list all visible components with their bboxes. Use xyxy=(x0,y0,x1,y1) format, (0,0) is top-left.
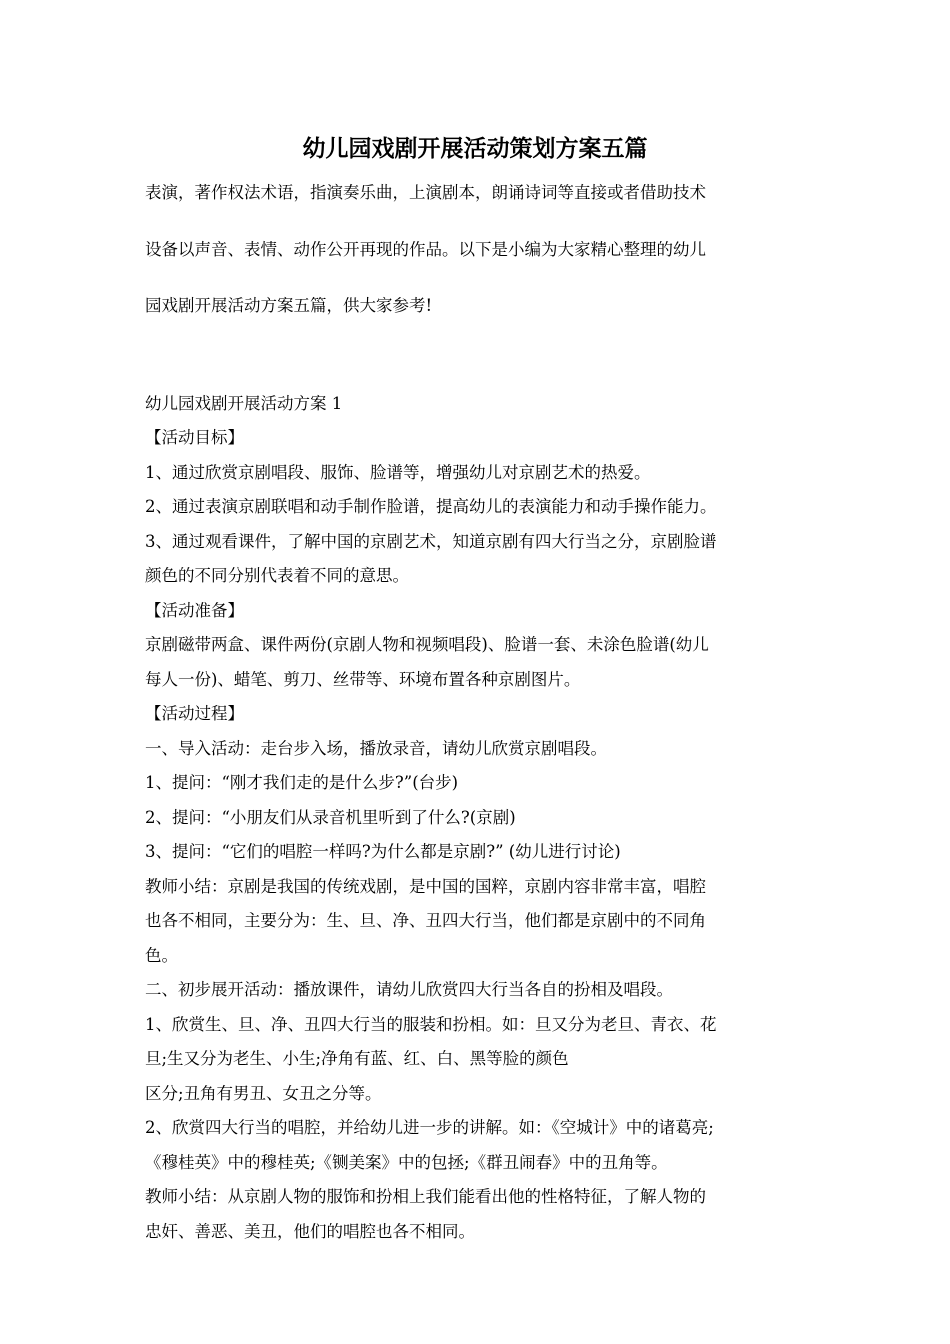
text-line: 也各不相同，主要分为：生、旦、净、丑四大行当，他们都是京剧中的不同角 xyxy=(145,911,706,930)
text-line: 每人一份)、蜡笔、剪刀、丝带等、环境布置各种京剧图片。 xyxy=(145,669,581,689)
text-line: 色。 xyxy=(145,945,178,965)
text-line: 1、通过欣赏京剧唱段、服饰、脸谱等，增强幼儿对京剧艺术的热爱。 xyxy=(145,462,651,482)
paragraph xyxy=(145,531,813,588)
text-line: 旦;生又分为老生、小生;净角有蓝、红、白、黑等脸的颜色 xyxy=(145,1049,569,1068)
paragraph xyxy=(145,703,813,725)
paragraph xyxy=(145,462,813,484)
paragraph xyxy=(145,634,813,691)
section-heading: 幼儿园戏剧开展活动方案 1 xyxy=(145,393,343,413)
text-line: 【活动目标】 xyxy=(145,428,244,447)
text-line: 教师小结：京剧是我国的传统戏剧，是中国的国粹，京剧内容非常丰富，唱腔 xyxy=(145,876,706,896)
text-line: 2、通过表演京剧联唱和动手制作脸谱，提高幼儿的表演能力和动手操作能力。 xyxy=(145,497,717,516)
text-line: 区分;丑角有男丑、女丑之分等。 xyxy=(145,1083,382,1103)
text-line: 2、提问：“小朋友们从录音机里听到了什么?(京剧) xyxy=(145,807,516,827)
text-line: 二、初步展开活动：播放课件，请幼儿欣赏四大行当各自的扮相及唱段。 xyxy=(145,980,673,999)
text-line: 1、提问：“刚才我们走的是什么步?”(台步) xyxy=(145,773,459,792)
paragraph xyxy=(145,496,813,518)
text-line: 2、欣赏四大行当的唱腔，并给幼儿进一步的讲解。如：《空城计》中的诸葛亮; xyxy=(145,1118,714,1137)
paragraph xyxy=(145,772,813,794)
text-line: 【活动准备】 xyxy=(145,600,244,620)
intro-paragraph xyxy=(145,182,813,317)
text-line: 园戏剧开展活动方案五篇，供大家参考! xyxy=(145,296,433,315)
paragraph xyxy=(145,1186,813,1243)
text-line: 忠奸、善恶、美丑，他们的唱腔也各不相同。 xyxy=(145,1221,475,1241)
text-line: 表演，著作权法术语，指演奏乐曲，上演剧本，朗诵诗词等直接或者借助技术 xyxy=(145,183,706,202)
text-line: 【活动过程】 xyxy=(145,704,244,723)
paragraph-list xyxy=(145,427,813,1243)
text-line: 颜色的不同分别代表着不同的意思。 xyxy=(145,566,409,585)
text-line: 设备以声音、表情、动作公开再现的作品。以下是小编为大家精心整理的幼儿 xyxy=(145,239,706,259)
text-line: 教师小结：从京剧人物的服饰和扮相上我们能看出他的性格特征，了解人物的 xyxy=(145,1187,706,1206)
paragraph xyxy=(145,738,813,760)
paragraph xyxy=(145,876,813,967)
text-line: 《穆桂英》中的穆桂英;《铡美案》中的包拯;《群丑闹春》中的丑角等。 xyxy=(145,1152,668,1172)
paragraph xyxy=(145,1117,813,1174)
text-line: 3、提问：“它们的唱腔一样吗?为什么都是京剧?” (幼儿进行讨论) xyxy=(145,842,621,861)
text-line: 京剧磁带两盒、课件两份(京剧人物和视频唱段)、脸谱一套、未涂色脸谱(幼儿 xyxy=(145,635,709,654)
paragraph xyxy=(145,1014,813,1105)
document-title: 幼儿园戏剧开展活动策划方案五篇 xyxy=(302,135,648,162)
paragraph xyxy=(145,979,813,1001)
text-line: 3、通过观看课件，了解中国的京剧艺术，知道京剧有四大行当之分，京剧脸谱 xyxy=(145,531,717,551)
text-line: 一、导入活动：走台步入场，播放录音，请幼儿欣赏京剧唱段。 xyxy=(145,738,607,758)
paragraph xyxy=(145,600,813,622)
paragraph xyxy=(145,427,813,449)
document-body xyxy=(145,182,813,1243)
paragraph xyxy=(145,841,813,863)
text-line: 1、欣赏生、旦、净、丑四大行当的服装和扮相。如：旦又分为老旦、青衣、花 xyxy=(145,1014,717,1034)
paragraph xyxy=(145,807,813,829)
